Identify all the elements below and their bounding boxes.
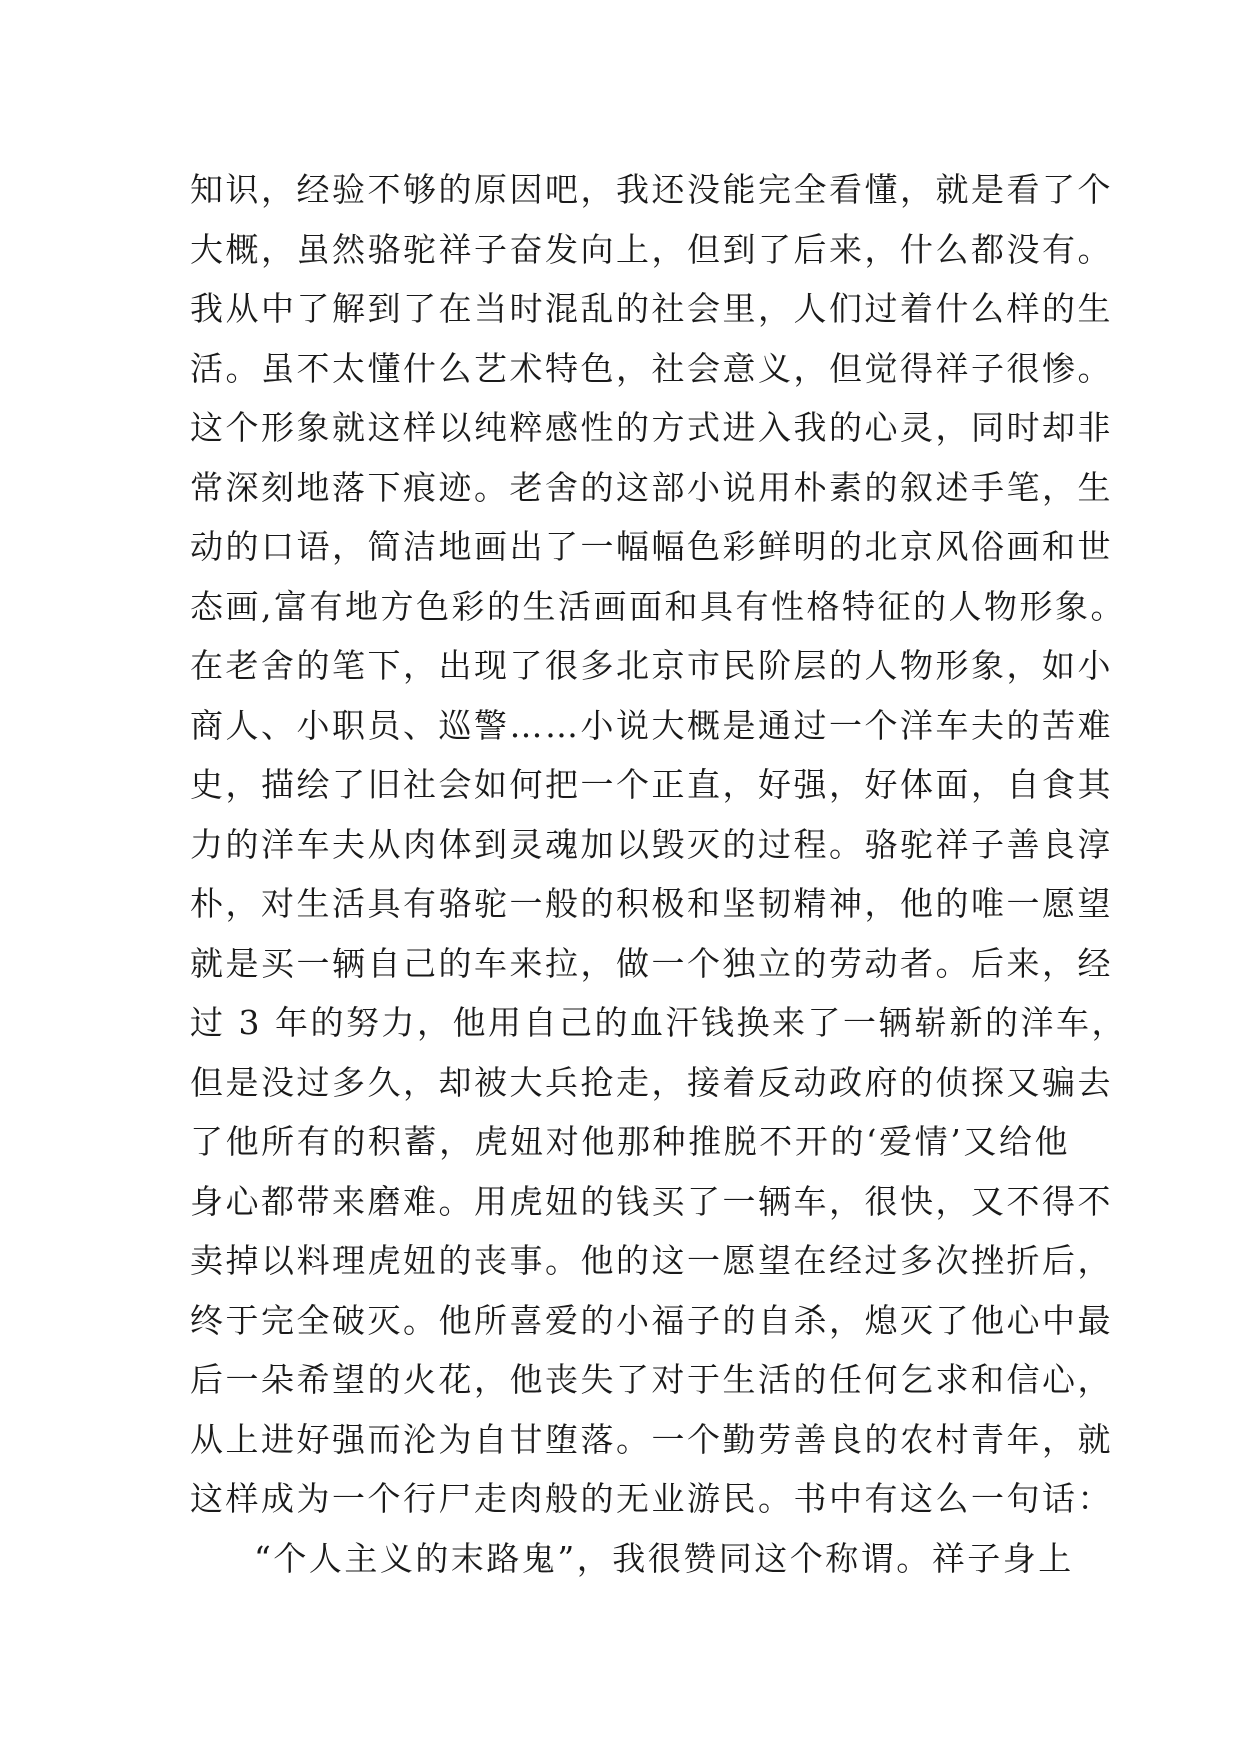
text-line: 这个形象就这样以纯粹感性的方式进入我的心灵，同时却非: [190, 408, 1113, 447]
text-line: 终于完全破灭。他所喜爱的小福子的自杀，熄灭了他心中最: [190, 1300, 1113, 1340]
text-line: 态画,富有地方色彩的生活画面和具有性格特征的人物形象。: [190, 586, 1126, 626]
text-line: 我从中了解到了在当时混乱的社会里，人们过着什么样的生: [190, 289, 1113, 328]
text-line: 就是买一辆自己的车来拉，做一个独立的劳动者。后来，经: [190, 943, 1113, 983]
text-line: 史，描绘了旧社会如何把一个正直，好强，好体面，自食其: [190, 765, 1113, 804]
body-text: [190, 160, 1127, 1588]
text-line: 身心都带来磨难。用虎妞的钱买了一辆车，很快，又不得不: [190, 1181, 1113, 1221]
text-line: 力的洋车夫从肉体到灵魂加以毁灭的过程。骆驼祥子善良淳: [190, 824, 1113, 864]
text-line: 活。虽不太懂什么艺术特色，社会意义，但觉得祥子很惨。: [190, 348, 1113, 388]
text-line: 过 3 年的努力，他用自己的血汗钱换来了一辆崭新的洋车，: [190, 1003, 1127, 1042]
text-line: 从上进好强而沦为自甘堕落。一个勤劳善良的农村青年，就: [190, 1419, 1113, 1459]
text-line: 在老舍的笔下，出现了很多北京市民阶层的人物形象，如小: [190, 646, 1113, 685]
text-line: 动的口语，简洁地画出了一幅幅色彩鲜明的北京风俗画和世: [190, 527, 1113, 566]
text-line: 卖掉以料理虎妞的丧事。他的这一愿望在经过多次挫折后，: [190, 1241, 1113, 1280]
text-line: 这样成为一个行尸走肉般的无业游民。书中有这么一句话：: [190, 1479, 1113, 1518]
text-line-indented: “个人主义的末路鬼”，我很赞同这个称谓。祥子身上: [254, 1538, 1074, 1578]
text-line: 后一朵希望的火花，他丧失了对于生活的任何乞求和信心，: [190, 1360, 1113, 1399]
text-line: 朴，对生活具有骆驼一般的积极和坚韧精神，他的唯一愿望: [190, 884, 1113, 923]
text-line: 了他所有的积蓄，虎妞对他那种推脱不开的‘爱情’又给他: [190, 1122, 1070, 1161]
text-line: 商人、小职员、巡警……小说大概是通过一个洋车夫的苦难: [190, 705, 1113, 745]
text-line: 大概，虽然骆驼祥子奋发向上，但到了后来，什么都没有。: [190, 229, 1113, 269]
text-line: 但是没过多久，却被大兵抢走，接着反动政府的侦探又骗去: [190, 1062, 1113, 1102]
text-line: 知识，经验不够的原因吧，我还没能完全看懂，就是看了个: [190, 170, 1113, 209]
text-line: 常深刻地落下痕迹。老舍的这部小说用朴素的叙述手笔，生: [190, 467, 1113, 507]
